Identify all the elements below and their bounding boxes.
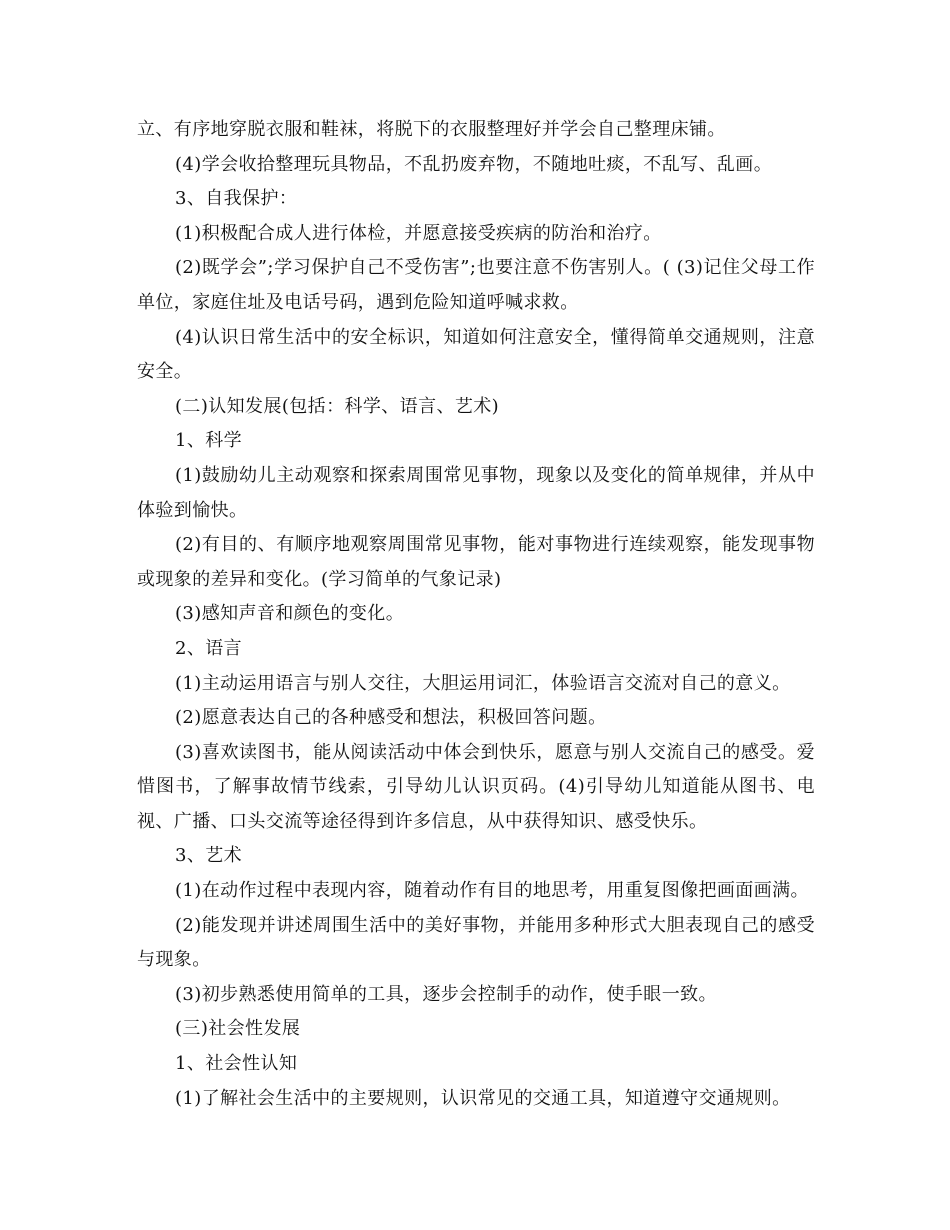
paragraph: (1)鼓励幼儿主动观察和探索周围常见事物，现象以及变化的简单规律，并从中体验到愉快。 xyxy=(137,464,815,521)
paragraph: (4)学会收拾整理玩具物品，不乱扔废弃物，不随地吐痰，不乱写、乱画。 xyxy=(175,153,773,175)
section-heading: 2、语言 xyxy=(175,637,243,659)
paragraph: (2)能发现并讲述周围生活中的美好事物，并能用多种形式大胆表现自己的感受与现象。 xyxy=(137,914,815,971)
paragraph: (2)愿意表达自己的各种感受和想法，积极回答问题。 xyxy=(175,707,607,729)
section-heading: 3、自我保护： xyxy=(175,188,298,210)
paragraph: (1)主动运用语言与别人交往，大胆运用词汇，体验语言交流对自己的意义。 xyxy=(175,672,791,694)
section-heading: (三)社会性发展 xyxy=(175,1018,301,1040)
paragraph: (3)初步熟悉使用简单的工具，逐步会控制手的动作，使手眼一致。 xyxy=(175,983,717,1005)
paragraph: (1)在动作过程中表现内容，随着动作有目的地思考，用重复图像把画面画满。 xyxy=(175,880,809,902)
paragraph: (4)认识日常生活中的安全标识，知道如何注意安全，懂得简单交通规则，注意安全。 xyxy=(137,326,815,383)
paragraph: (3)感知声音和颜色的变化。 xyxy=(175,603,405,625)
paragraph: (2)有目的、有顺序地观察周围常见事物，能对事物进行连续观察，能发现事物或现象的差异和变化。(学习简单的气象记录) xyxy=(137,534,815,590)
section-heading: (二)认知发展(包括：科学、语言、艺术) xyxy=(175,395,500,417)
document-body xyxy=(137,113,815,1116)
section-heading: 1、社会性认知 xyxy=(175,1053,298,1075)
paragraph: (1)了解社会生活中的主要规则，认识常见的交通工具，知道遵守交通规则。 xyxy=(175,1087,791,1109)
paragraph: 立、有序地穿脱衣服和鞋袜，将脱下的衣服整理好并学会自己整理床铺。 xyxy=(137,119,726,140)
paragraph: (2)既学会”;学习保护自己不受伤害”;也要注意不伤害别人。( (3)记住父母工作单位，家庭住址及电话号码，遇到危险知道呼喊求救。 xyxy=(137,257,815,313)
section-heading: 3、艺术 xyxy=(175,845,243,867)
paragraph: (3)喜欢读图书，能从阅读活动中体会到快乐，愿意与别人交流自己的感受。爱惜图书，了解事故情节线索，引导幼儿认识页码。(4)引导幼儿知道能从图书、电视、广播、口头交流等途径得到许多信息，从中获得知识、感受快乐。 xyxy=(137,741,815,832)
section-heading: 1、科学 xyxy=(175,430,243,452)
paragraph: (1)积极配合成人进行体检，并愿意接受疾病的防治和治疗。 xyxy=(175,222,662,244)
